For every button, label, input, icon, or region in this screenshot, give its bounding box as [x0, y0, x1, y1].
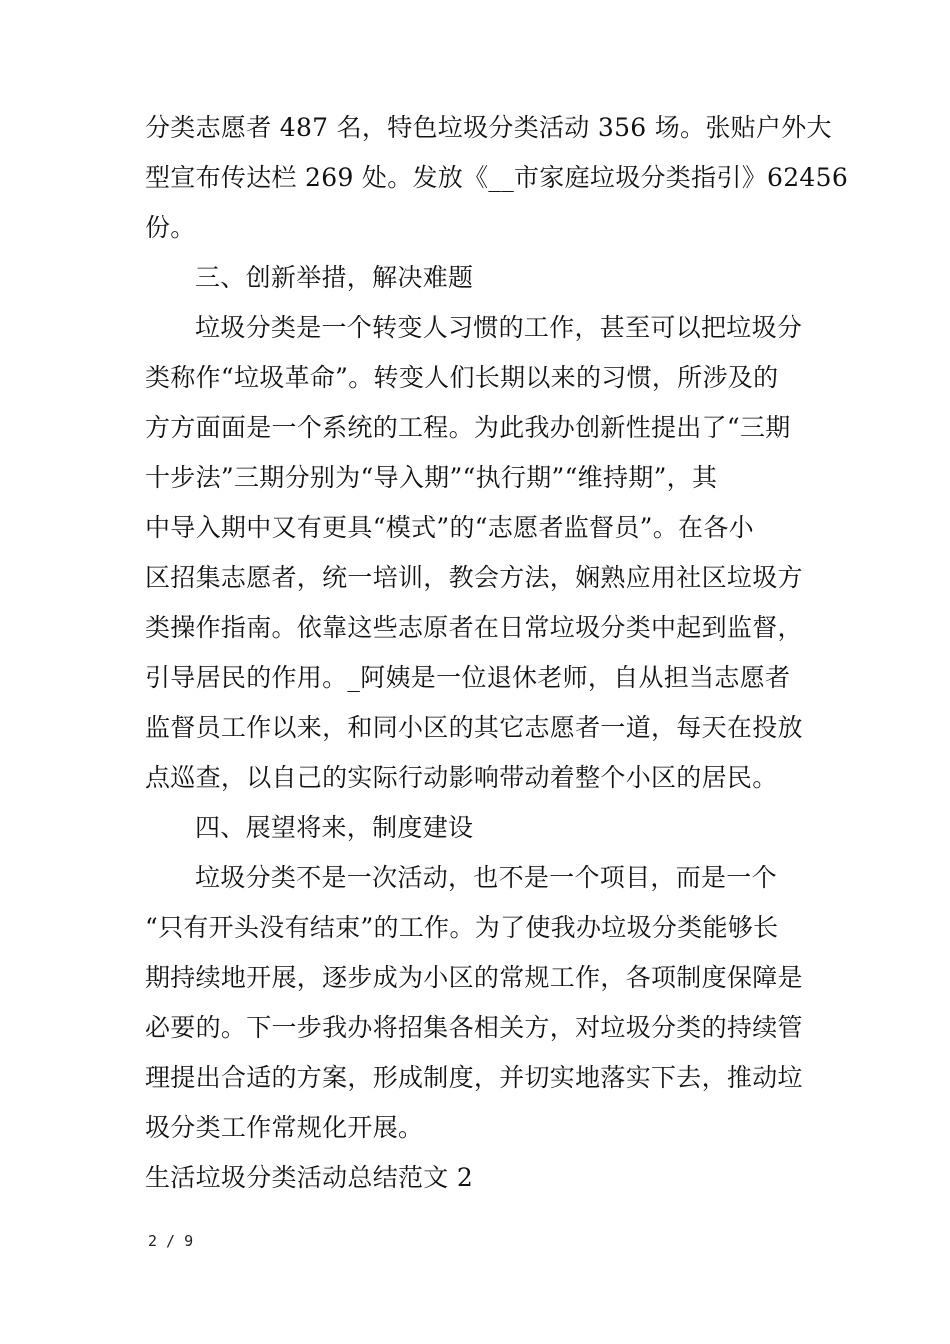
text-line: 分类志愿者 487 名，特色垃圾分类活动 356 场。张贴户外大	[145, 113, 832, 142]
text-line: 类称作“垃圾革命”。转变人们长期以来的习惯，所涉及的	[145, 363, 779, 392]
section-heading: 四、展望将来，制度建设	[195, 813, 474, 842]
text-line: 期持续地开展，逐步成为小区的常规工作，各项制度保障是	[145, 963, 803, 992]
paragraph-first-line: 垃圾分类不是一次活动，也不是一个项目，而是一个	[195, 863, 777, 892]
text-line: 份。	[145, 213, 196, 242]
text-line: 区招集志愿者，统一培训，教会方法，娴熟应用社区垃圾方	[145, 563, 803, 592]
text-line: 十步法”三期分别为“导入期”“执行期”“维持期”，其	[145, 463, 718, 492]
text-line: 类操作指南。依靠这些志原者在日常垃圾分类中起到监督，	[145, 613, 803, 642]
text-line: 圾分类工作常规化开展。	[145, 1113, 424, 1142]
page-number: 2 / 9	[148, 1232, 194, 1250]
text-line: 型宣布传达栏 269 处。发放《__市家庭垃圾分类指引》62456	[145, 163, 849, 192]
text-line: 必要的。下一步我办将招集各相关方，对垃圾分类的持续管	[145, 1013, 803, 1042]
paragraph-first-line: 垃圾分类是一个转变人习惯的工作，甚至可以把垃圾分	[195, 313, 803, 342]
text-line: 中导入期中又有更具“模式”的“志愿者监督员”。在各小	[145, 513, 754, 542]
text-line: “只有开头没有结束”的工作。为了使我办垃圾分类能够长	[145, 913, 779, 942]
document-title: 生活垃圾分类活动总结范文 2	[145, 1163, 474, 1192]
text-line: 方方面面是一个系统的工程。为此我办创新性提出了“三期	[145, 413, 791, 442]
text-line: 引导居民的作用。_阿姨是一位退休老师，自从担当志愿者	[145, 663, 791, 692]
section-heading: 三、创新举措，解决难题	[195, 263, 474, 292]
text-line: 理提出合适的方案，形成制度，并切实地落实下去，推动垃	[145, 1063, 803, 1092]
text-line: 监督员工作以来，和同小区的其它志愿者一道，每天在投放	[145, 713, 803, 742]
document-body	[145, 103, 849, 1203]
text-line: 点巡查，以自己的实际行动影响带动着整个小区的居民。	[145, 763, 778, 792]
